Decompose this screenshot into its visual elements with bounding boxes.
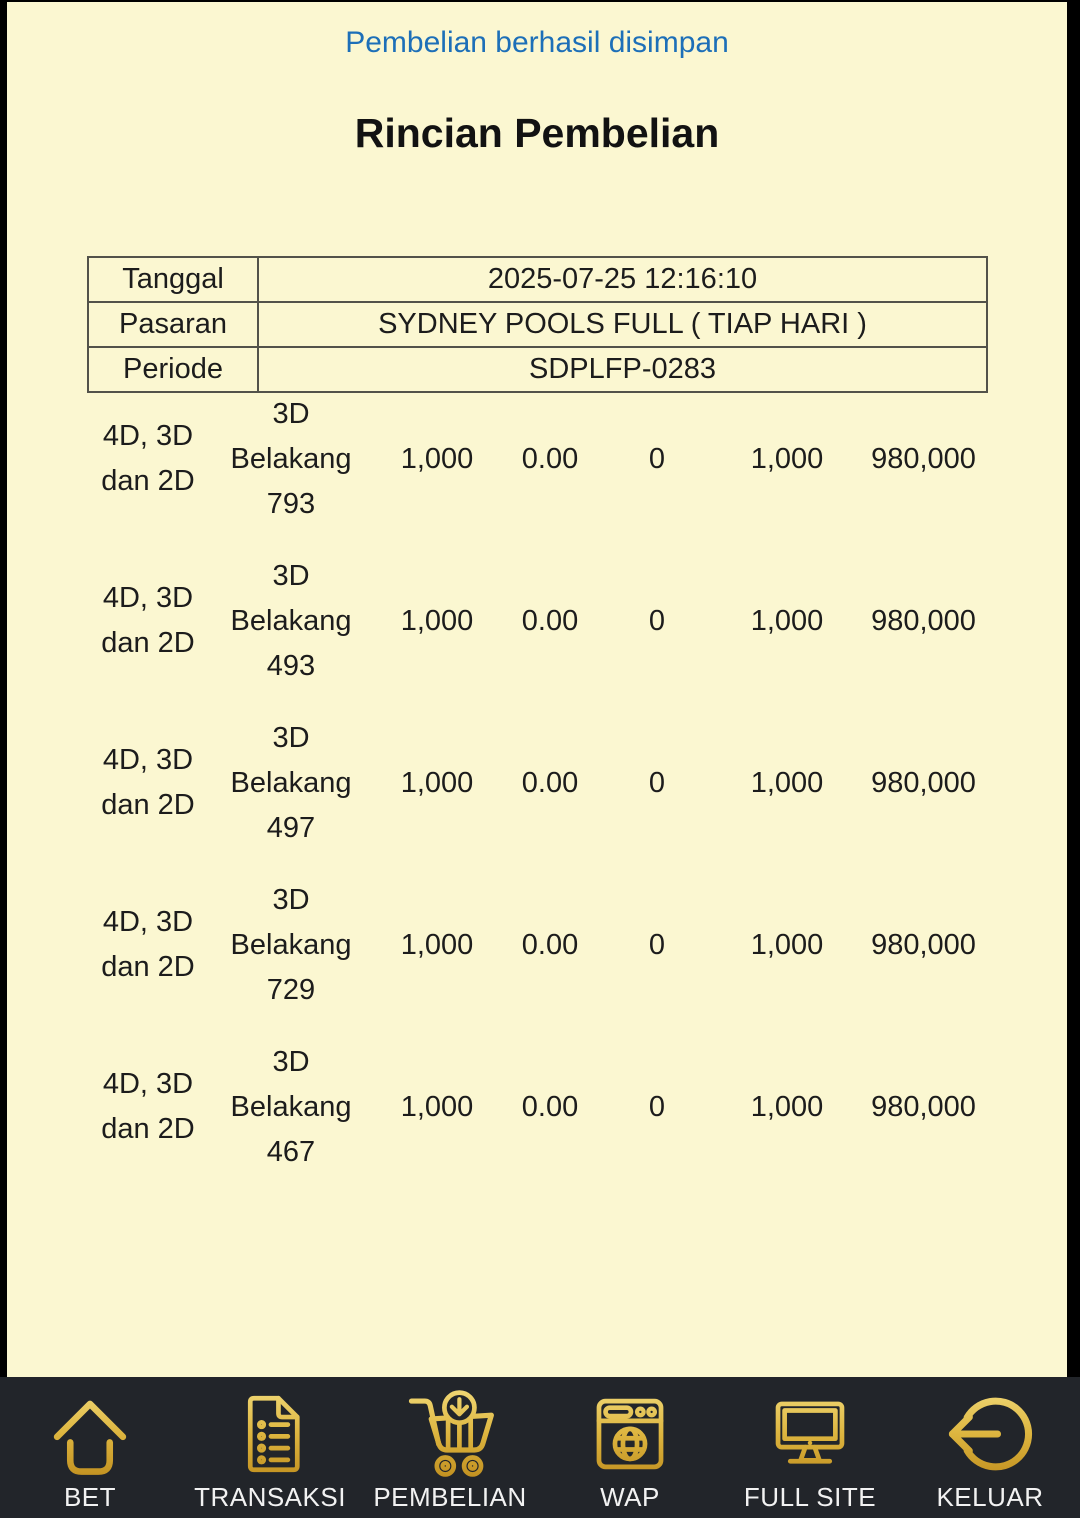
bet-row	[87, 714, 988, 852]
bet-discount: 0.00	[521, 928, 579, 961]
bet-win: 980,000	[871, 604, 976, 637]
bet-category: 4D, 3D dan 2D	[101, 582, 195, 659]
nav-label-wap: WAP	[600, 1482, 660, 1512]
nav-label-keluar: KELUAR	[936, 1482, 1044, 1512]
bet-number: 729	[266, 973, 316, 1006]
bet-win: 980,000	[871, 442, 976, 475]
bet-paid: 1,000	[750, 604, 824, 637]
periode-value: SDPLFP-0283	[258, 347, 987, 392]
bet-discount: 0.00	[521, 1090, 579, 1123]
bet-row	[87, 1038, 988, 1176]
bet-discount: 0.00	[521, 604, 579, 637]
desktop-monitor-icon	[763, 1387, 857, 1481]
table-row-periode	[88, 347, 987, 392]
bet-type: 3D Belakang	[230, 559, 352, 637]
bet-row	[87, 552, 988, 690]
bet-category: 4D, 3D dan 2D	[101, 420, 195, 497]
bet-number: 493	[266, 649, 316, 682]
bet-discount: 0.00	[521, 766, 579, 799]
bet-type: 3D Belakang	[230, 721, 352, 799]
bet-amount: 1,000	[400, 442, 474, 475]
bet-amount: 1,000	[400, 604, 474, 637]
purchase-detail-page	[7, 2, 1067, 1377]
bet-bonus: 0	[648, 442, 666, 475]
bet-type-number	[209, 1040, 373, 1175]
status-message: Pembelian berhasil disimpan	[345, 26, 729, 59]
nav-label-pembelian: PEMBELIAN	[373, 1482, 527, 1512]
bet-win: 980,000	[871, 1090, 976, 1123]
bet-category: 4D, 3D dan 2D	[101, 1068, 195, 1145]
bet-number: 467	[266, 1135, 316, 1168]
nav-label-transaksi: TRANSAKSI	[194, 1482, 346, 1512]
bet-bonus: 0	[648, 928, 666, 961]
bottom-navbar	[0, 1377, 1080, 1518]
bet-amount: 1,000	[400, 1090, 474, 1123]
nav-item-bet[interactable]	[0, 1377, 180, 1518]
bet-bonus: 0	[648, 766, 666, 799]
nav-item-pembelian[interactable]	[360, 1377, 540, 1518]
bet-row	[87, 390, 988, 528]
periode-label: Periode	[88, 347, 258, 392]
bet-bonus: 0	[648, 1090, 666, 1123]
bet-amount: 1,000	[400, 766, 474, 799]
bet-type-number	[209, 554, 373, 689]
logout-icon	[943, 1387, 1037, 1481]
bet-paid: 1,000	[750, 1090, 824, 1123]
bet-paid: 1,000	[750, 928, 824, 961]
purchase-info-table	[87, 256, 988, 393]
bet-type-number	[209, 878, 373, 1013]
pasaran-label: Pasaran	[88, 302, 258, 347]
bet-paid: 1,000	[750, 766, 824, 799]
nav-item-transaksi[interactable]	[180, 1377, 360, 1518]
tanggal-label: Tanggal	[88, 257, 258, 302]
bet-bonus: 0	[648, 604, 666, 637]
bet-paid: 1,000	[750, 442, 824, 475]
nav-label-full-site: FULL SITE	[743, 1482, 877, 1512]
bet-category: 4D, 3D dan 2D	[101, 744, 195, 821]
bet-discount: 0.00	[521, 442, 579, 475]
tanggal-value: 2025-07-25 12:16:10	[258, 257, 987, 302]
bet-type-number	[209, 716, 373, 851]
table-row-tanggal	[88, 257, 987, 302]
bet-list	[87, 390, 988, 1200]
nav-item-keluar[interactable]	[900, 1377, 1080, 1518]
bet-number: 497	[266, 811, 316, 844]
bet-type: 3D Belakang	[230, 883, 352, 961]
home-icon	[43, 1387, 137, 1481]
bet-number: 793	[266, 487, 316, 520]
bet-row	[87, 876, 988, 1014]
nav-label-bet: BET	[63, 1482, 117, 1512]
bet-type-number	[209, 392, 373, 527]
transaction-list-icon	[223, 1387, 317, 1481]
bet-win: 980,000	[871, 928, 976, 961]
table-row-pasaran	[88, 302, 987, 347]
nav-item-full-site[interactable]	[720, 1377, 900, 1518]
bet-type: 3D Belakang	[230, 1045, 352, 1123]
nav-item-wap[interactable]	[540, 1377, 720, 1518]
bet-category: 4D, 3D dan 2D	[101, 906, 195, 983]
pasaran-value: SYDNEY POOLS FULL ( TIAP HARI )	[258, 302, 987, 347]
bet-amount: 1,000	[400, 928, 474, 961]
page-title: Rincian Pembelian	[354, 110, 720, 156]
browser-globe-icon	[583, 1387, 677, 1481]
cart-download-icon	[403, 1387, 497, 1481]
bet-type: 3D Belakang	[230, 397, 352, 475]
bet-win: 980,000	[871, 766, 976, 799]
